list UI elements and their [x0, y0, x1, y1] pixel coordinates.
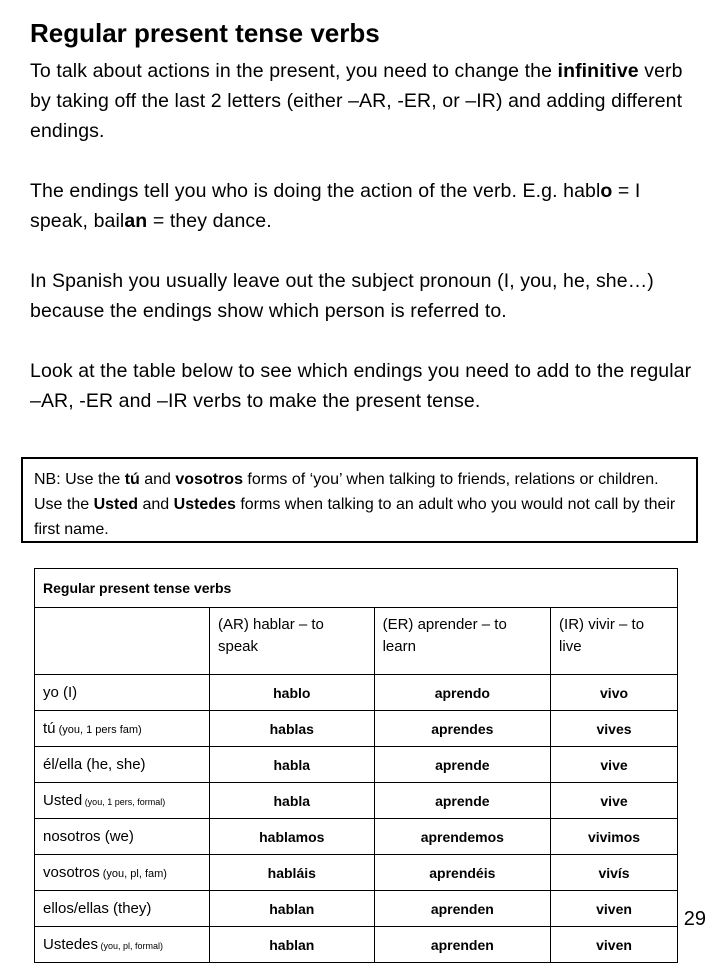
table-row — [35, 927, 678, 963]
pronoun-cell — [35, 855, 210, 891]
pronoun-label: ellos/ellas (they) — [43, 900, 152, 917]
verb-rows — [35, 675, 678, 963]
table-row — [35, 675, 678, 711]
table-row — [35, 747, 678, 783]
column-header: (ER) aprender – to learn — [374, 608, 550, 675]
intro-text — [30, 56, 700, 416]
verb-form-cell: viven — [551, 891, 678, 927]
nb-bold: Ustedes — [173, 496, 236, 513]
text-span: forms when talking to an adult who you would not call by their first name. — [34, 496, 676, 538]
pronoun-cell — [35, 927, 210, 963]
column-header: (AR) hablar – to speak — [210, 608, 375, 675]
verb-form-cell: hablas — [210, 711, 375, 747]
pronoun-note: (you, 1 pers, formal) — [82, 797, 166, 807]
pronoun-cell — [35, 675, 210, 711]
text-span: = I speak, bail — [30, 180, 641, 232]
pronoun-cell — [35, 747, 210, 783]
pronoun-label: Ustedes — [43, 936, 99, 953]
table-row — [35, 891, 678, 927]
verb-form-cell: vivís — [551, 855, 678, 891]
infinitive-bold: infinitive — [557, 60, 639, 82]
verb-form-cell: aprende — [374, 783, 550, 819]
page-number: 29 — [683, 908, 706, 930]
pronoun-note: (you, pl, formal) — [98, 941, 164, 951]
verb-form-cell: aprende — [374, 747, 550, 783]
nb-bold: vosotros — [175, 471, 243, 488]
verb-form-cell: hablamos — [210, 819, 375, 855]
verb-form-cell: vivimos — [551, 819, 678, 855]
table-caption-row — [35, 569, 678, 608]
intro-paragraph-1 — [30, 56, 700, 146]
text-span: = they dance. — [147, 210, 272, 232]
intro-paragraph-4: Look at the table below to see which endings you need to add to the regular –AR, -ER and –IR verbs to make the present tense. — [30, 360, 692, 412]
pronoun-cell — [35, 819, 210, 855]
verb-form-cell: aprenden — [374, 927, 550, 963]
pronoun-label: vosotros — [43, 864, 100, 881]
verb-form-cell: aprendes — [374, 711, 550, 747]
table-caption: Regular present tense verbs — [35, 569, 678, 608]
table-row — [35, 711, 678, 747]
nb-bold: tú — [124, 471, 140, 488]
empty-header-cell — [35, 608, 210, 675]
text-span: The endings tell you who is doing the action of the verb. E.g. habl — [30, 180, 601, 202]
text-span: forms of ‘you’ when talking to friends, relations or children. Use the — [34, 471, 659, 513]
intro-paragraph-3: In Spanish you usually leave out the subject pronoun (I, you, he, she…) because the endings show which person is referred to. — [30, 270, 654, 322]
verb-form-cell: habla — [210, 747, 375, 783]
verb-form-cell: vive — [551, 783, 678, 819]
verb-form-cell: habla — [210, 783, 375, 819]
pronoun-cell — [35, 711, 210, 747]
pronoun-cell — [35, 783, 210, 819]
pronoun-label: él/ella (he, she) — [43, 756, 146, 773]
verb-form-cell: vive — [551, 747, 678, 783]
verb-table — [34, 568, 678, 963]
page-title: Regular present tense verbs — [30, 18, 380, 48]
table-row — [35, 819, 678, 855]
text-span: To talk about actions in the present, you need to change the — [30, 60, 558, 82]
verb-form-cell: aprendéis — [374, 855, 550, 891]
ending-bold: o — [600, 180, 613, 202]
verb-form-cell: habláis — [210, 855, 375, 891]
text-span: NB: Use the — [34, 471, 125, 488]
verb-form-cell: hablan — [210, 927, 375, 963]
verb-form-cell: vivo — [551, 675, 678, 711]
pronoun-note: (you, 1 pers fam) — [55, 724, 142, 736]
ending-bold: an — [124, 210, 148, 232]
pronoun-note: (you, pl, fam) — [99, 868, 167, 880]
text-span: and — [139, 471, 176, 488]
verb-form-cell: hablan — [210, 891, 375, 927]
table-row — [35, 855, 678, 891]
verb-form-cell: hablo — [210, 675, 375, 711]
table-row — [35, 783, 678, 819]
intro-paragraph-2 — [30, 176, 700, 236]
verb-form-cell: vives — [551, 711, 678, 747]
text-span: and — [138, 496, 174, 513]
pronoun-label: yo (I) — [43, 684, 78, 701]
pronoun-label: tú — [43, 720, 56, 737]
text-span: verb by taking off the last 2 letters (either –AR, -ER, or –IR) and adding different endings. — [30, 60, 683, 142]
nb-bold: Usted — [93, 496, 139, 513]
verb-form-cell: viven — [551, 927, 678, 963]
column-header-row — [35, 608, 678, 675]
pronoun-label: Usted — [43, 792, 83, 809]
nb-note-box — [21, 457, 698, 543]
verb-form-cell: aprenden — [374, 891, 550, 927]
pronoun-cell — [35, 891, 210, 927]
verb-form-cell: aprendemos — [374, 819, 550, 855]
column-header: (IR) vivir – to live — [551, 608, 678, 675]
pronoun-label: nosotros (we) — [43, 828, 134, 845]
verb-form-cell: aprendo — [374, 675, 550, 711]
